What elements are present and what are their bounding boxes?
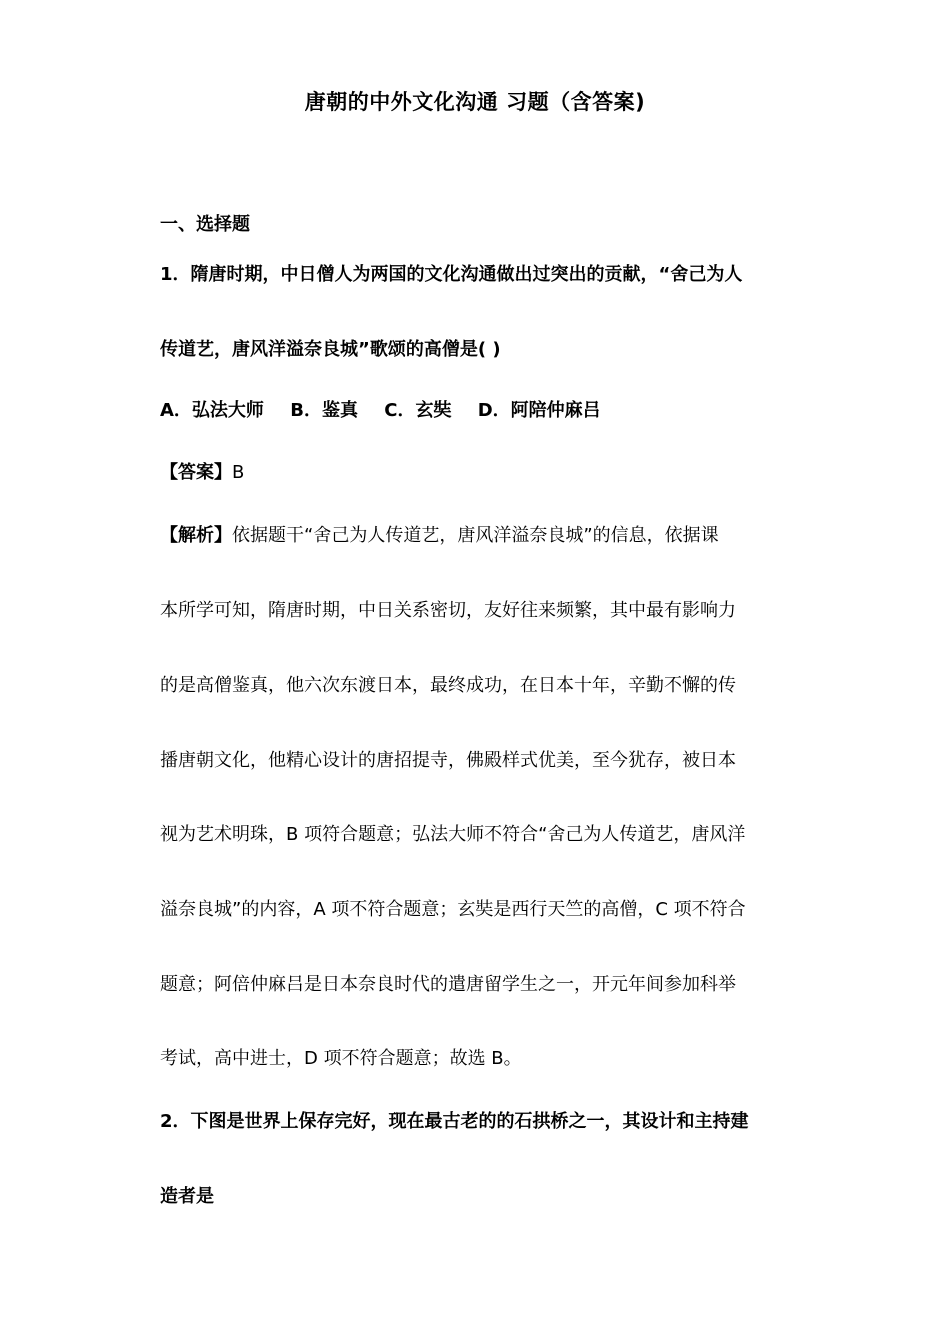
analysis-line-8: 考试，高中进士，D 项不符合题意；故选 B。 <box>160 1048 522 1069</box>
question-2-stem-line-1: 2．下图是世界上保存完好，现在最古老的的石拱桥之一，其设计和主持建 <box>160 1111 749 1132</box>
analysis-line-7: 题意；阿倍仲麻吕是日本奈良时代的遣唐留学生之一，开元年间参加科举 <box>160 974 736 995</box>
analysis-line-4: 播唐朝文化，他精心设计的唐招提寺，佛殿样式优美，至今犹存，被日本 <box>160 750 736 771</box>
section-heading: 一、选择题 <box>160 214 250 235</box>
page-title: 唐朝的中外文化沟通 习题（含答案) <box>304 90 646 114</box>
answer-label: 【答案】 <box>160 462 232 483</box>
analysis-line-6: 溢奈良城”的内容，A 项不符合题意；玄奘是西行天竺的高僧，C 项不符合 <box>160 899 746 920</box>
analysis-line-3: 的是高僧鉴真，他六次东渡日本，最终成功，在日本十年，辛勤不懈的传 <box>160 675 736 696</box>
analysis-line-5: 视为艺术明珠，B 项符合题意；弘法大师不符合“舍己为人传道艺，唐风洋 <box>160 824 746 845</box>
option-c: C．玄奘 <box>384 400 452 421</box>
question-1-stem-line-2: 传道艺，唐风洋溢奈良城”歌颂的高僧是( ) <box>160 339 501 360</box>
option-d: D．阿陪仲麻吕 <box>477 400 601 421</box>
analysis-label: 【解析】 <box>160 525 232 546</box>
analysis-line-1 <box>160 523 719 549</box>
question-1-stem-line-1: 1．隋唐时期，中日僧人为两国的文化沟通做出过突出的贡献，“舍己为人 <box>160 264 743 285</box>
answer-value: B <box>232 462 245 483</box>
question-2-stem-line-2: 造者是 <box>160 1186 214 1207</box>
option-b: B．鉴真 <box>290 400 358 421</box>
question-1-options <box>160 398 601 424</box>
option-a: A．弘法大师 <box>160 400 264 421</box>
analysis-line-2: 本所学可知，隋唐时期，中日关系密切，友好往来频繁，其中最有影响力 <box>160 600 736 621</box>
analysis-text: 依据题干“舍己为人传道艺，唐风洋溢奈良城”的信息，依据课 <box>232 525 719 546</box>
answer-line <box>160 460 244 486</box>
